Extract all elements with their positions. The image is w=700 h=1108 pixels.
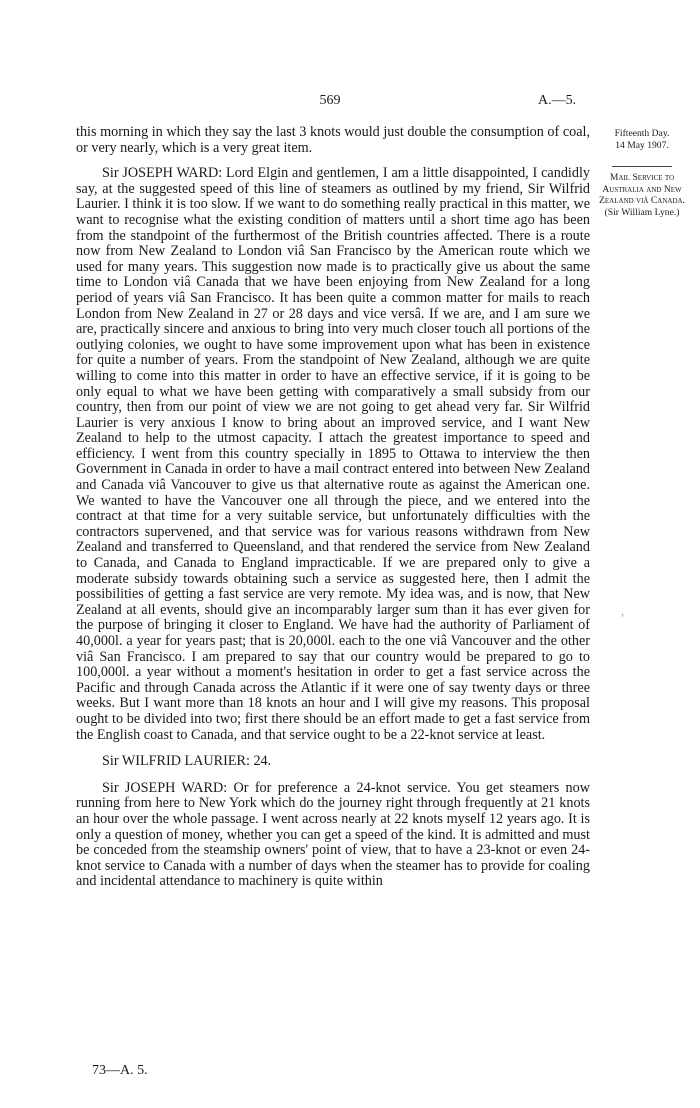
paragraph-laurier-reply: Sir WILFRID LAURIER: 24.	[102, 753, 272, 770]
page-number: 569	[319, 93, 341, 108]
sidenote-day-label: Fifteenth Day.	[614, 128, 670, 139]
paper-reference: A.—5.	[538, 93, 577, 108]
sidenote-speaker: (Sir William Lyne.)	[604, 206, 680, 218]
paragraph-ward-continued: Sir JOSEPH WARD: Or for preference a 24-knot service. You get steamers now running from here to New York which do the journey right through frequently at 21 knots an hour over the whole passage. I went across nearly at 22 knots myself 12 years ago. It is only a question of money, whether you can get a speed of the kind. It is admitted and must be conceded from the steamship owners' point of view, that to have a 23-knot or even 24-knot service to Canada with a number of days when the steamer has to provide for coaling and incidental attendance to machinery is quite within	[76, 779, 590, 890]
paragraph-ward-speech: Sir JOSEPH WARD: Lord Elgin and gentlemen, I am a little disappointed, I candidly say, at the suggested speed of this line of steamers as outlined by my friend, Sir Wilfrid Laurier. I think it is too slow. If we want to do something really practical in this matter, we want to recognise what the existing condition of matters until a short time ago has been from the standpoint of the furthermost of the British countries affected. There is a route now from New Zealand to London viâ San Francisco by the American route which we used for many years. This suggestion now made is to practically give us about the same time to London viâ Canada that we have been enjoying from New Zealand for a long period of years viâ San Francisco. It has been quite a common matter for mails to reach London from New Zealand in 27 or 28 days and vice versâ. If we are, and I am sure we are, practically sincere and anxious to bring into very much closer touch all portions of the outlying colonies, we ought to have some improvement upon what has been in existence for quite a number of years. From the standpoint of New Zealand, although we are quite willing to come into this matter in order to have an effective service, if it is going to be only equal to what we have been getting with comparatively a small subsidy from our country, then from our point of view we are not going to get ahead very far. Sir Wilfrid Laurier is very anxious I know to bring about an improved service, and I want New Zealand to help to the utmost capacity. I attach the greatest importance to speed and efficiency. I went from this country specially in 1895 to Ottawa to interview the then Government in Canada in order to have a mail contract entered into between New Zealand and Canada viâ Vancouver to give us that alternative route as against the American one. We wanted to have the Vancouver one all through the piece, and we entered into the contract at that time for a very suitable service, but unfortunately difficulties with the contractors supervened, and that service was for various reasons withdrawn from New Zealand and transferred to Queensland, and that rendered the service from New Zealand to Canada, and Canada to England impracticable. If we are prepared only to give a moderate subsidy towards obtaining such a service as suggested here, then I admit the possibilities of getting a fast service are very remote. My idea was, and is now, that New Zealand at all events, should give an incomparably larger sum than it has ever given for the purpose of bringing it closer to England. We have had the authority of Parliament of 40,000l. a year for years past; that is 20,000l. each to the one viâ Vancouver and the other viâ San Francisco. I am prepared to say that our country would be prepared to go to 100,000l. a year without a moment's hesitation in order to get a fast service across the Pacific and through Canada across the Atlantic if it were one of say twenty days or three weeks. But I want more than 18 knots an hour and I will give my reasons. This proposal ought to be divided into two; first there should be an effort made to get a fast service from the English coast to Canada, and that service ought to be a 22-knot service at least.	[76, 165, 590, 743]
paragraph-continuation: this morning in which they say the last 3 knots would just double the consumption of coal, or very nearly, which is a very great item.	[76, 124, 590, 156]
printer-signature: 73—A. 5.	[92, 1063, 148, 1078]
sidenote-date: 14 May 1907.	[615, 139, 669, 151]
margin-mark: ʳ	[622, 611, 624, 621]
sidenote-day	[594, 128, 690, 151]
main-text	[76, 125, 590, 890]
sidenote-subject-text: Mail Service to Australia and New Zealand viâ Canada.	[599, 172, 685, 206]
sidenote-rule	[612, 166, 672, 167]
sidenote-subject	[594, 162, 690, 218]
